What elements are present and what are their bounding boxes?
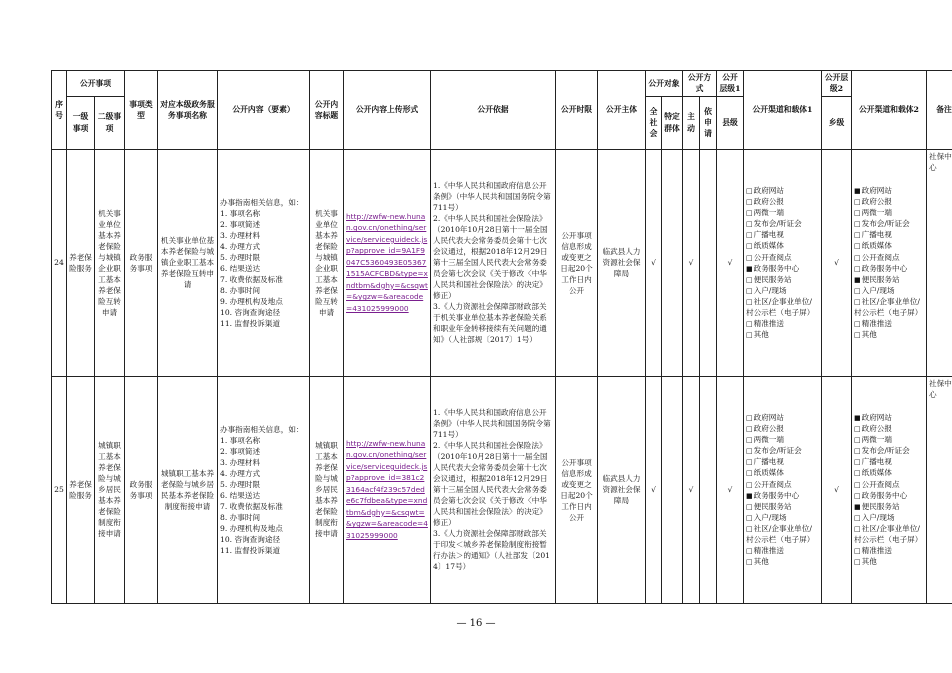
- content-line: 6. 结果送达: [220, 263, 261, 273]
- checkbox-icon: □: [746, 242, 753, 251]
- channel1-item: [746, 207, 819, 218]
- cell-service-name: 机关事业单位基本养老保险与城镇企业职工基本养老保险互转申请: [158, 149, 218, 376]
- service-guide-link[interactable]: http://zwfw-new.hunan.gov.cn/onething/service/serviceguideck.jsp?approve_id=381c23164acf4f239c57dede6c7fdbea&type=xndtbm&dghy=&csqwt=&ygzw=&areacode=431025999000: [346, 438, 428, 540]
- checkbox-icon: □: [854, 208, 861, 217]
- content-line: 1. 事项名称: [220, 435, 261, 445]
- checkbox-icon: □: [746, 231, 753, 240]
- channel-label: 政府公报: [861, 196, 892, 206]
- channel-label: 公开查阅点: [753, 252, 792, 262]
- channel-label: 两微一端: [861, 434, 892, 444]
- header-manner: 公开方式: [683, 71, 717, 97]
- checkbox-icon: □: [746, 513, 753, 522]
- channel-label: 社区/企事业单位/村公示栏（电子屏）: [746, 524, 815, 545]
- channel-label: 广播电视: [753, 457, 784, 467]
- channel1-item: [746, 218, 819, 229]
- checkbox-icon: □: [746, 558, 753, 567]
- content-line: 7. 收费依据及标准: [220, 274, 283, 284]
- content-line: 3. 办理材料: [220, 457, 261, 467]
- checkbox-icon: □: [854, 231, 861, 240]
- cell-tier2: √: [822, 149, 852, 376]
- checkbox-icon: □: [854, 331, 861, 340]
- table-row: [52, 376, 952, 603]
- checkbox-icon: □: [746, 502, 753, 511]
- header-tier2: 公开层级2: [822, 71, 852, 97]
- channel1-item: [746, 196, 819, 207]
- header-man-request: 依申请: [700, 96, 717, 149]
- header-channel2: 公开渠道和载体2: [852, 71, 927, 150]
- channel1-item: [746, 185, 819, 196]
- channel-label: 其他: [861, 330, 877, 340]
- cell-man-request: [700, 376, 717, 603]
- checkbox-icon: □: [746, 275, 753, 284]
- channel-label: 其他: [753, 557, 769, 567]
- header-audience: 公开对象: [646, 71, 683, 97]
- channel-label: 社区/企事业单位/村公示栏（电子屏）: [746, 297, 815, 318]
- cell-content: [218, 376, 310, 603]
- checkbox-icon: □: [746, 320, 753, 329]
- content-line: 办事指南相关信息，如：: [220, 197, 304, 207]
- channel-label: 其他: [753, 330, 769, 340]
- header-content-title: 公开内容标题: [310, 71, 344, 150]
- channel-label: 两微一端: [753, 434, 784, 444]
- cell-tier2: √: [822, 376, 852, 603]
- channel1-item: [746, 490, 819, 501]
- service-guide-link[interactable]: http://zwfw-new.hunan.gov.cn/onething/service/serviceguideck.jsp?approve_id=9A1F9047C5360493E053671515ACFCBD&type=xndtbm&dghy=&csqwt=&ygzw=&areacode=431025999000: [346, 211, 428, 313]
- channel-label: 两微一端: [861, 207, 892, 217]
- header-level2: 二级事项: [95, 96, 125, 149]
- channel2-item: [854, 274, 924, 285]
- channel2-item: [854, 412, 924, 423]
- basis-line: 3.《人力资源社会保障部财政部关于印发＜城乡养老保险制度衔接暂行办法＞的通知》（人社部发〔2014〕17号）: [433, 529, 551, 572]
- content-line: 1. 事项名称: [220, 208, 261, 218]
- channel-label: 便民服务站: [861, 274, 900, 284]
- checkbox-icon: □: [746, 469, 753, 478]
- channel2-item: [854, 456, 924, 467]
- channel-label: 广播电视: [861, 230, 892, 240]
- checkbox-icon: □: [746, 435, 753, 444]
- channel1-item: [746, 423, 819, 434]
- cell-man-active: √: [683, 376, 700, 603]
- checkbox-icon: □: [746, 447, 753, 456]
- channel-label: 其他: [861, 557, 877, 567]
- cell-basis: [431, 376, 556, 603]
- content-line: 3. 办理材料: [220, 230, 261, 240]
- channel1-item: [746, 412, 819, 423]
- disclosure-table-sheet: [51, 70, 952, 604]
- channel-label: 入户/现场: [861, 512, 895, 522]
- checkbox-icon: □: [746, 253, 753, 262]
- checkbox-icon: ■: [854, 186, 861, 195]
- cell-aud-specific: [662, 149, 683, 376]
- cell-level1: 养老保险服务: [67, 149, 95, 376]
- channel2-item: [854, 467, 924, 478]
- channel2-item: [854, 185, 924, 196]
- header-aud-specific: 特定群体: [662, 96, 683, 149]
- cell-subject: 临武县人力资源社会保障局: [598, 376, 646, 603]
- header-tier1-sub: 县级: [717, 96, 744, 149]
- header-tier1: 公开层级1: [717, 71, 744, 97]
- channel-label: 纸质媒体: [861, 241, 892, 251]
- cell-tier1: √: [717, 149, 744, 376]
- channel2-item: [854, 445, 924, 456]
- checkbox-icon: □: [746, 220, 753, 229]
- checkbox-icon: □: [854, 264, 861, 273]
- channel-label: 精准推送: [753, 546, 784, 556]
- channel1-item: [746, 318, 819, 329]
- checkbox-icon: ■: [854, 502, 861, 511]
- checkbox-icon: □: [746, 186, 753, 195]
- cell-remark: 社保中心: [927, 376, 952, 603]
- channel-label: 精准推送: [861, 319, 892, 329]
- cell-aud-all: √: [646, 376, 662, 603]
- checkbox-icon: □: [854, 197, 861, 206]
- channel-label: 公开查阅点: [861, 252, 900, 262]
- channel-label: 纸质媒体: [753, 468, 784, 478]
- channel-label: 纸质媒体: [861, 468, 892, 478]
- channel2-item: [854, 523, 924, 545]
- content-line: 办事指南相关信息，如：: [220, 424, 304, 434]
- channel1-item: [746, 445, 819, 456]
- channel-label: 广播电视: [861, 457, 892, 467]
- content-line: 10. 咨询查询途径: [220, 307, 281, 317]
- cell-subject: 临武县人力资源社会保障局: [598, 149, 646, 376]
- content-line: 6. 结果送达: [220, 490, 261, 500]
- cell-level2: 机关事业单位基本养老保险与城镇企业职工基本养老保险互转申请: [95, 149, 125, 376]
- checkbox-icon: □: [746, 413, 753, 422]
- cell-channel1: [744, 376, 822, 603]
- checkbox-icon: ■: [746, 491, 753, 500]
- header-seq: 序号: [52, 71, 67, 150]
- header-man-active: 主动: [683, 96, 700, 149]
- channel-label: 政府网站: [753, 185, 784, 195]
- channel2-item: [854, 229, 924, 240]
- channel-label: 政务服务中心: [861, 263, 908, 273]
- channel-label: 社区/企事业单位/村公示栏（电子屏）: [854, 297, 923, 318]
- channel1-item: [746, 545, 819, 556]
- cell-time-limit: 公开事项信息形成或变更之日起20个工作日内公开: [556, 149, 598, 376]
- header-upload-form: 公开内容上传形式: [344, 71, 431, 150]
- checkbox-icon: □: [854, 469, 861, 478]
- channel1-item: [746, 556, 819, 567]
- checkbox-icon: □: [854, 480, 861, 489]
- cell-man-request: [700, 149, 717, 376]
- cell-basis: [431, 149, 556, 376]
- channel-label: 政府公报: [753, 423, 784, 433]
- channel-label: 发布会/听证会: [861, 446, 910, 456]
- channel2-item: [854, 329, 924, 340]
- content-line: 11. 监督投诉渠道: [220, 545, 281, 555]
- header-basis: 公开依据: [431, 71, 556, 150]
- cell-level2: 城镇职工基本养老保险与城乡居民基本养老保险制度衔接申请: [95, 376, 125, 603]
- content-line: 10. 咨询查询途径: [220, 534, 281, 544]
- channel-label: 政府网站: [861, 185, 892, 195]
- checkbox-icon: □: [746, 331, 753, 340]
- checkbox-icon: □: [854, 458, 861, 467]
- channel-label: 纸质媒体: [753, 241, 784, 251]
- header-tier2-sub: 乡级: [822, 96, 852, 149]
- header-level1: 一级事项: [67, 96, 95, 149]
- channel-label: 政务服务中心: [753, 263, 800, 273]
- channel-label: 政务服务中心: [861, 490, 908, 500]
- channel1-item: [746, 523, 819, 545]
- channel2-item: [854, 196, 924, 207]
- channel-label: 便民服务站: [753, 274, 792, 284]
- channel2-item: [854, 218, 924, 229]
- channel1-item: [746, 240, 819, 251]
- channel-label: 政府网站: [861, 412, 892, 422]
- basis-line: 1.《中华人民共和国政府信息公开条例》（中华人民共和国国务院令第711号）: [433, 181, 551, 213]
- channel2-item: [854, 501, 924, 512]
- header-remark: 备注: [927, 71, 952, 150]
- channel1-item: [746, 456, 819, 467]
- channel2-item: [854, 434, 924, 445]
- content-line: 2. 事项简述: [220, 219, 261, 229]
- cell-type: 政务服务事项: [125, 376, 158, 603]
- channel1-item: [746, 467, 819, 478]
- basis-line: 1.《中华人民共和国政府信息公开条例》（中华人民共和国国务院令第711号）: [433, 408, 551, 440]
- checkbox-icon: □: [854, 220, 861, 229]
- channel1-item: [746, 501, 819, 512]
- channel2-item: [854, 252, 924, 263]
- header-time-limit: 公开时限: [556, 71, 598, 150]
- channel-label: 便民服务站: [753, 501, 792, 511]
- content-line: 8. 办事时间: [220, 512, 261, 522]
- channel-label: 便民服务站: [861, 501, 900, 511]
- content-line: 4. 办理方式: [220, 468, 261, 478]
- content-line: 9. 办理机构及地点: [220, 523, 283, 533]
- header-matter: 公开事项: [67, 71, 125, 97]
- checkbox-icon: □: [746, 298, 753, 307]
- checkbox-icon: □: [854, 547, 861, 556]
- channel2-item: [854, 240, 924, 251]
- header-content: 公开内容（要素）: [218, 71, 310, 150]
- header-channel1: 公开渠道和载体1: [744, 71, 822, 150]
- cell-type: 政务服务事项: [125, 149, 158, 376]
- checkbox-icon: □: [746, 424, 753, 433]
- channel-label: 社区/企事业单位/村公示栏（电子屏）: [854, 524, 923, 545]
- channel-label: 发布会/听证会: [753, 446, 802, 456]
- header-type: 事项类型: [125, 71, 158, 150]
- channel-label: 入户/现场: [861, 285, 895, 295]
- content-line: 8. 办事时间: [220, 285, 261, 295]
- cell-seq: 24: [52, 149, 67, 376]
- cell-upload-form: [344, 149, 431, 376]
- channel-label: 政府公报: [753, 196, 784, 206]
- channel-label: 政府网站: [753, 412, 784, 422]
- checkbox-icon: □: [746, 480, 753, 489]
- content-line: 7. 收费依据及标准: [220, 501, 283, 511]
- disclosure-table: [51, 70, 952, 604]
- checkbox-icon: □: [746, 286, 753, 295]
- checkbox-icon: □: [854, 253, 861, 262]
- channel-label: 广播电视: [753, 230, 784, 240]
- header-service-name: 对应本级政务服务事项名称: [158, 71, 218, 150]
- channel2-item: [854, 490, 924, 501]
- table-body: [52, 149, 952, 603]
- content-line: 9. 办理机构及地点: [220, 296, 283, 306]
- channel1-item: [746, 285, 819, 296]
- cell-man-active: √: [683, 149, 700, 376]
- channel2-item: [854, 479, 924, 490]
- channel1-item: [746, 274, 819, 285]
- channel2-item: [854, 545, 924, 556]
- channel2-item: [854, 296, 924, 318]
- channel-label: 公开查阅点: [753, 479, 792, 489]
- page-number: — 16 —: [456, 618, 496, 629]
- channel2-item: [854, 318, 924, 329]
- checkbox-icon: □: [746, 458, 753, 467]
- content-line: 5. 办理时限: [220, 479, 261, 489]
- content-line: 2. 事项简述: [220, 446, 261, 456]
- checkbox-icon: □: [854, 286, 861, 295]
- checkbox-icon: □: [854, 298, 861, 307]
- channel-label: 精准推送: [753, 319, 784, 329]
- checkbox-icon: □: [854, 491, 861, 500]
- channel1-item: [746, 329, 819, 340]
- checkbox-icon: □: [854, 424, 861, 433]
- channel1-item: [746, 252, 819, 263]
- cell-channel2: [852, 376, 927, 603]
- content-line: 4. 办理方式: [220, 241, 261, 251]
- channel1-item: [746, 296, 819, 318]
- channel-label: 入户/现场: [753, 512, 787, 522]
- channel1-item: [746, 229, 819, 240]
- checkbox-icon: □: [746, 197, 753, 206]
- checkbox-icon: ■: [854, 413, 861, 422]
- channel-label: 政府公报: [861, 423, 892, 433]
- cell-channel1: [744, 149, 822, 376]
- channel2-item: [854, 285, 924, 296]
- content-line: 11. 监督投诉渠道: [220, 318, 281, 328]
- checkbox-icon: □: [746, 525, 753, 534]
- content-line: 5. 办理时限: [220, 252, 261, 262]
- cell-time-limit: 公开事项信息形成或变更之日起20个工作日内公开: [556, 376, 598, 603]
- cell-tier1: √: [717, 376, 744, 603]
- basis-line: 2.《中华人民共和国社会保险法》（2010年10月28日第十一届全国人民代表大会常务委员会第十七次会议通过，根据2018年12月29日第十三届全国人民代表大会常务委员会第七次会议《关于修改〈中华人民共和国社会保险法〉的决定》修正）: [433, 214, 548, 301]
- basis-line: 3.《人力资源社会保障部财政部关于机关事业单位基本养老保险关系和职业年金转移接续有关问题的通知》（人社部规〔2017〕1号）: [433, 302, 547, 345]
- cell-aud-specific: [662, 376, 683, 603]
- header-subject: 公开主体: [598, 71, 646, 150]
- channel2-item: [854, 207, 924, 218]
- checkbox-icon: □: [854, 447, 861, 456]
- checkbox-icon: □: [854, 525, 861, 534]
- channel-label: 发布会/听证会: [753, 219, 802, 229]
- channel1-item: [746, 434, 819, 445]
- cell-level1: 养老保险服务: [67, 376, 95, 603]
- cell-content-title: 城镇职工基本养老保险与城乡居民基本养老保险制度衔接申请: [310, 376, 344, 603]
- checkbox-icon: □: [746, 547, 753, 556]
- channel1-item: [746, 512, 819, 523]
- channel2-item: [854, 556, 924, 567]
- cell-channel2: [852, 149, 927, 376]
- channel-label: 入户/现场: [753, 285, 787, 295]
- channel2-item: [854, 512, 924, 523]
- channel1-item: [746, 263, 819, 274]
- cell-service-name: 城镇职工基本养老保险与城乡居民基本养老保险制度衔接申请: [158, 376, 218, 603]
- channel-label: 公开查阅点: [861, 479, 900, 489]
- channel-label: 政务服务中心: [753, 490, 800, 500]
- channel2-item: [854, 263, 924, 274]
- cell-upload-form: [344, 376, 431, 603]
- checkbox-icon: □: [854, 513, 861, 522]
- cell-remark: 社保中心: [927, 149, 952, 376]
- checkbox-icon: □: [854, 320, 861, 329]
- checkbox-icon: ■: [854, 275, 861, 284]
- channel-label: 精准推送: [861, 546, 892, 556]
- channel-label: 两微一端: [753, 207, 784, 217]
- cell-seq: 25: [52, 376, 67, 603]
- checkbox-icon: ■: [746, 264, 753, 273]
- channel2-item: [854, 423, 924, 434]
- checkbox-icon: □: [854, 435, 861, 444]
- cell-content-title: 机关事业单位基本养老保险与城镇企业职工基本养老保险互转申请: [310, 149, 344, 376]
- checkbox-icon: □: [746, 208, 753, 217]
- cell-aud-all: √: [646, 149, 662, 376]
- basis-line: 2.《中华人民共和国社会保险法》（2010年10月28日第十一届全国人民代表大会常务委员会第十七次会议通过，根据2018年12月29日第十三届全国人民代表大会常务委员会第七次会议《关于修改〈中华人民共和国社会保险法〉的决定》修正）: [433, 441, 548, 528]
- header-aud-all: 全社会: [646, 96, 662, 149]
- table-row: [52, 149, 952, 376]
- checkbox-icon: □: [854, 558, 861, 567]
- checkbox-icon: □: [854, 242, 861, 251]
- cell-content: [218, 149, 310, 376]
- channel-label: 发布会/听证会: [861, 219, 910, 229]
- channel1-item: [746, 479, 819, 490]
